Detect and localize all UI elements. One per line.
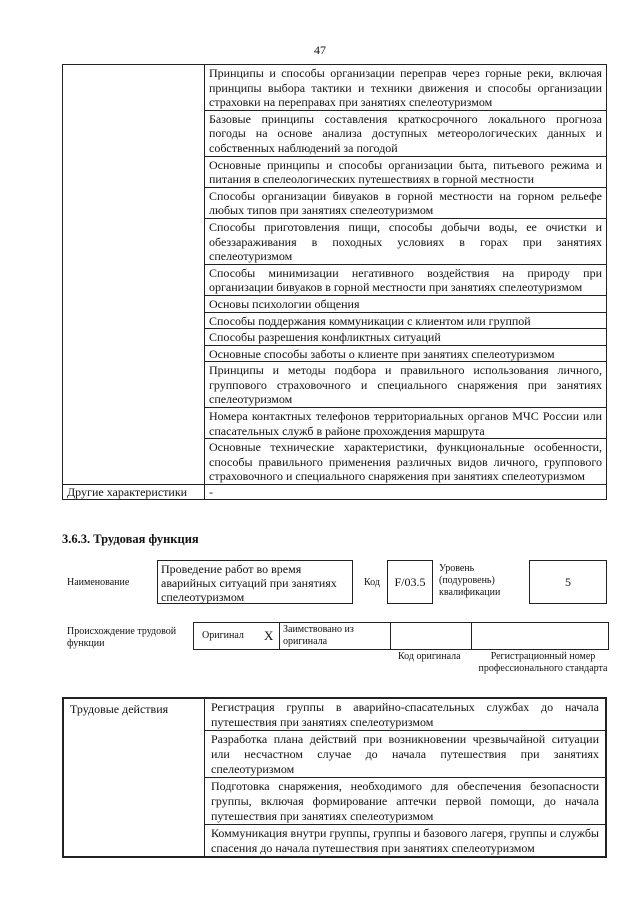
labor-actions-table xyxy=(62,697,607,858)
table-row xyxy=(63,698,606,731)
name-value-box: Проведение работ во время аварийных ситуаций при занятиях спелеотуризмом xyxy=(157,560,353,604)
labor-actions-label: Трудовые действия xyxy=(63,698,205,857)
original-cell xyxy=(194,623,280,649)
knowledge-item: Номера контактных телефонов территориальных органов МЧС России или спасательных служб в районе прохождения маршрута xyxy=(205,408,607,439)
knowledge-item: Основы психологии общения xyxy=(205,295,607,312)
labor-action-item: Регистрация группы в аварийно-спасательных службах до начала путешествия при занятиях спелеотуризмом xyxy=(205,698,607,731)
knowledge-item: Способы поддержания коммуникации с клиентом или группой xyxy=(205,312,607,329)
name-label: Наименование xyxy=(67,577,130,588)
knowledge-item: Способы приготовления пищи, способы добычи воды, ее очистки и обеззараживания в походных условиях в горах при занятиях спелеотуризмом xyxy=(205,218,607,264)
other-characteristics-label: Другие характеристики xyxy=(63,485,205,500)
reg-number-label: Регистрационный номер профессионального стандарта xyxy=(478,651,608,674)
knowledge-item: Основные технические характеристики, функциональные особенности, способы правильного применения различных видов личного, группового страховочного и специального снаряжения при занятиях спелеотуризмом xyxy=(205,439,607,485)
table-row xyxy=(63,485,607,500)
knowledge-item: Основные принципы и способы организации быта, питьевого режима и питания в спелеологических путешествиях в горной местности xyxy=(205,156,607,187)
code-original-label: Код оригинала xyxy=(398,651,461,662)
knowledge-item: Принципы и способы организации переправ через горные реки, включая принципы выбора тактики и техники движения и способы организации страховки на переправах при занятиях спелеотуризмом xyxy=(205,65,607,111)
table-row xyxy=(63,65,607,111)
knowledge-item: Способы организации бивуаков в горной местности на горном рельефе любых типов при занятиях спелеотуризмом xyxy=(205,187,607,218)
code-value-box: F/03.5 xyxy=(387,560,433,604)
knowledge-item: Основные способы заботы о клиенте при занятиях спелеотуризмом xyxy=(205,345,607,362)
knowledge-item: Способы разрешения конфликтных ситуаций xyxy=(205,329,607,346)
origin-label: Происхождение трудовой функции xyxy=(67,626,177,649)
labor-action-item: Подготовка снаряжения, необходимого для обеспечения безопасности группы, включая формирование аптечки первой помощи, до начала путешествия при занятиях спелеотуризмом xyxy=(205,778,607,825)
labor-action-item: Коммуникация внутри группы, группы и базового лагеря, группы и службы спасения до начала путешествия при занятиях спелеотуризмом xyxy=(205,825,607,858)
other-characteristics-value: - xyxy=(205,485,607,500)
knowledge-item: Базовые принципы составления краткосрочного локального прогноза погоды на основе анализа доступных метеорологических данных и собственных наблюдений за погодой xyxy=(205,110,607,156)
knowledge-item: Принципы и методы подбора и правильного использования личного, группового страховочного и специального снаряжения при занятиях спелеотуризмом xyxy=(205,362,607,408)
original-mark: X xyxy=(264,628,274,643)
level-value-box: 5 xyxy=(529,560,607,604)
code-label: Код xyxy=(364,577,380,588)
borrowed-label: Заимствовано из оригинала xyxy=(283,624,354,647)
knowledge-table xyxy=(62,64,607,500)
table-label-cell xyxy=(63,65,205,485)
origin-box xyxy=(193,622,609,650)
code-original-cell xyxy=(390,623,472,649)
knowledge-item: Способы минимизации негативного воздействия на природу при организации бивуаков в горной местности при занятиях спелеотуризмом xyxy=(205,264,607,295)
page-number: 47 xyxy=(314,43,326,57)
original-label: Оригинал xyxy=(202,630,244,641)
section-title: 3.6.3. Трудовая функция xyxy=(62,532,199,546)
level-label: Уровень (подуровень) квалификации xyxy=(439,563,501,598)
labor-action-item: Разработка плана действий при возникновении чрезвычайной ситуации или несчастном случае до начала путешествия при занятиях спелеотуризмом xyxy=(205,731,607,778)
